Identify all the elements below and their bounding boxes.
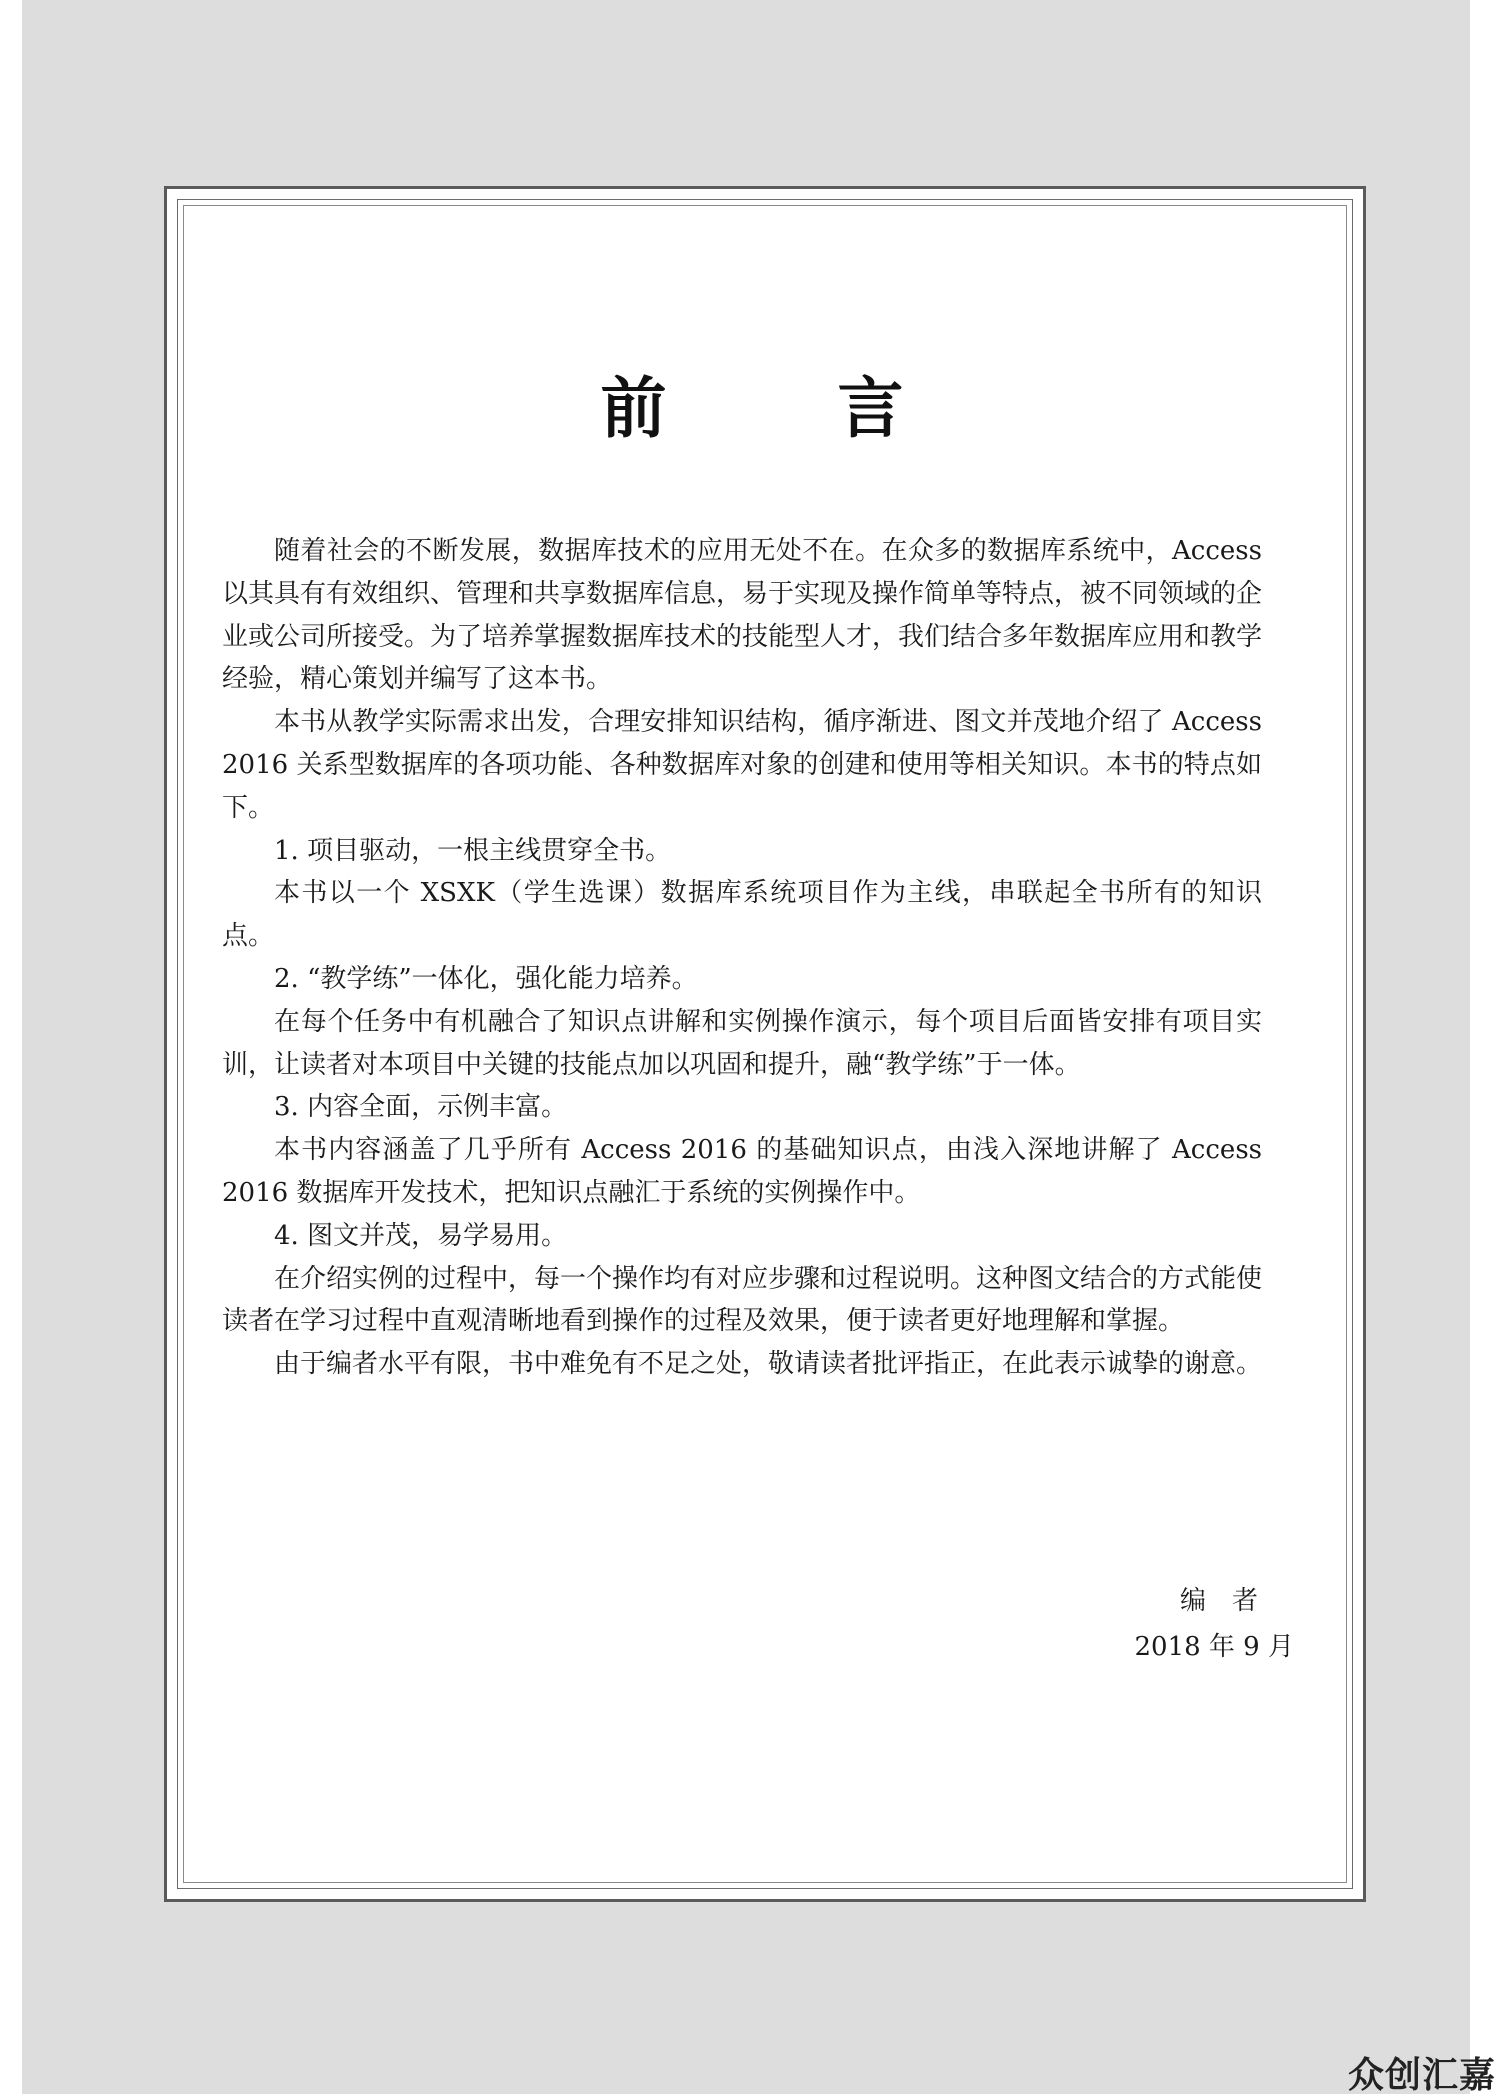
signature-block (1134, 1578, 1294, 1670)
paragraph: 由于编者水平有限，书中难免有不足之处，敬请读者批评指正，在此表示诚挚的谢意。 (274, 1349, 1263, 1380)
feature-heading: 2. “教学练”一体化，强化能力培养。 (274, 963, 698, 994)
paragraph: 本书内容涵盖了几乎所有 Access 2016 的基础知识点，由浅入深地讲解了 Access 2016 数据库开发技术，把知识点融汇于系统的实例操作中。 (222, 1135, 1262, 1208)
paragraph: 本书从教学实际需求出发，合理安排知识结构，循序渐进、图文并茂地介绍了 Access 2016 关系型数据库的各项功能、各种数据库对象的创建和使用等相关知识。本书的特点如下。 (222, 707, 1262, 823)
feature-heading: 4. 图文并茂，易学易用。 (274, 1220, 568, 1251)
paragraph: 本书以一个 XSXK（学生选课）数据库系统项目作为主线，串联起全书所有的知识点。 (222, 878, 1262, 952)
feature-heading: 3. 内容全面，示例丰富。 (274, 1092, 568, 1123)
paragraph: 在每个任务中有机融合了知识点讲解和实例操作演示，每个项目后面皆安排有项目实训，让读者对本项目中关键的技能点加以巩固和提升，融“教学练”于一体。 (222, 1006, 1262, 1080)
watermark-logo: 众创汇嘉 (1347, 2055, 1496, 2096)
paragraph: 在介绍实例的过程中，每一个操作均有对应步骤和过程说明。这种图文结合的方式能使读者在学习过程中直观清晰地看到操作的过程及效果，便于读者更好地理解和掌握。 (222, 1263, 1263, 1337)
signature-author: 编者 (1179, 1586, 1284, 1616)
page-title: 前 言 (600, 370, 978, 447)
signature-date: 2018 年 9 月 (1134, 1632, 1294, 1662)
paragraph: 随着社会的不断发展，数据库技术的应用无处不在。在众多的数据库系统中，Access 以其具有有效组织、管理和共享数据库信息，易于实现及操作简单等特点，被不同领域的企业或公司所接受。为了培养掌握数据库技术的技能型人才，我们结合多年数据库应用和教学经验，精心策划并编写了这本书。 (222, 536, 1263, 695)
feature-heading: 1. 项目驱动，一根主线贯穿全书。 (274, 835, 672, 866)
preface-body (222, 530, 1262, 1386)
